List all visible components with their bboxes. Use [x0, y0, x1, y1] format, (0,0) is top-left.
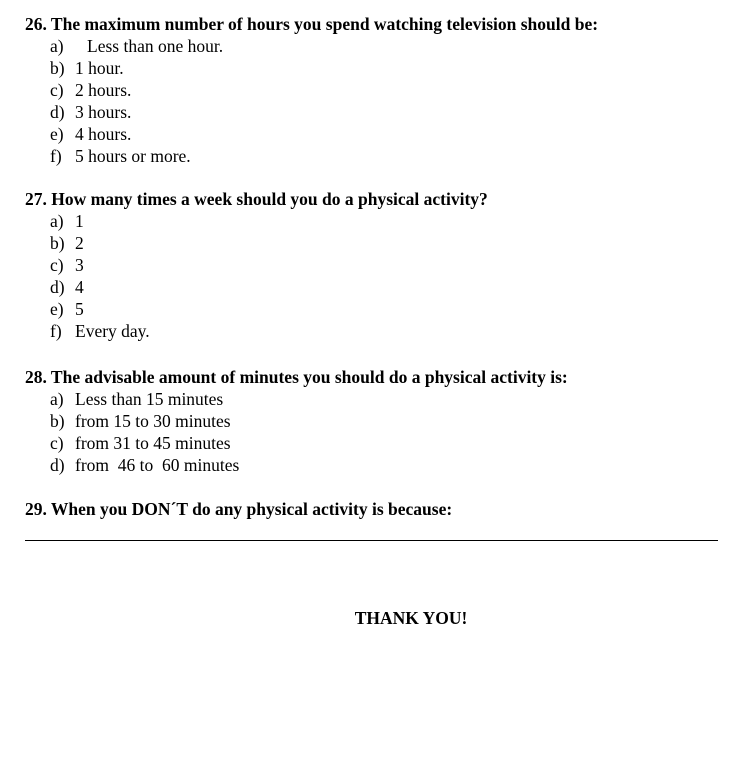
- option-letter: f): [50, 321, 62, 341]
- option-28-b[interactable]: [25, 410, 725, 432]
- option-letter: b): [50, 58, 65, 78]
- option-letter: c): [50, 80, 64, 100]
- option-27-d[interactable]: [25, 276, 725, 298]
- option-text: 3 hours.: [75, 102, 132, 122]
- option-letter: a): [50, 36, 64, 56]
- option-27-c[interactable]: [25, 254, 725, 276]
- option-27-b[interactable]: [25, 232, 725, 254]
- question-29-title: 29. When you DON´T do any physical activity is because:: [25, 499, 453, 519]
- option-26-e[interactable]: [25, 123, 725, 145]
- option-text: from 31 to 45 minutes: [75, 433, 231, 453]
- option-letter: f): [50, 146, 62, 166]
- option-28-c[interactable]: [25, 432, 725, 454]
- question-27-title: 27. How many times a week should you do a physical activity?: [25, 189, 488, 209]
- option-26-b[interactable]: [25, 57, 725, 79]
- question-28-options: [25, 388, 725, 476]
- question-26-options: [25, 35, 725, 167]
- option-27-e[interactable]: [25, 298, 725, 320]
- option-26-c[interactable]: [25, 79, 725, 101]
- option-text: 1: [75, 211, 84, 231]
- option-text: 3: [75, 255, 84, 275]
- option-text: Less than 15 minutes: [75, 389, 224, 409]
- option-text: 1 hour.: [75, 58, 124, 78]
- question-27-options: [25, 210, 725, 342]
- option-letter: c): [50, 255, 64, 275]
- option-text: Less than one hour.: [87, 36, 224, 56]
- option-text: 2 hours.: [75, 80, 132, 100]
- option-letter: a): [50, 389, 64, 409]
- option-letter: c): [50, 433, 64, 453]
- option-letter: e): [50, 299, 64, 319]
- option-28-d[interactable]: [25, 454, 725, 476]
- question-29: [25, 498, 725, 520]
- option-26-a[interactable]: [25, 35, 725, 57]
- option-letter: d): [50, 277, 65, 297]
- option-text: 5 hours or more.: [75, 146, 191, 166]
- option-27-f[interactable]: [25, 320, 725, 342]
- option-letter: a): [50, 211, 64, 231]
- option-text: 4 hours.: [75, 124, 132, 144]
- question-27: [25, 188, 725, 342]
- option-letter: e): [50, 124, 64, 144]
- question-28-title: 28. The advisable amount of minutes you should do a physical activity is:: [25, 367, 568, 387]
- option-letter: b): [50, 233, 65, 253]
- question-26-title: 26. The maximum number of hours you spend watching television should be:: [25, 14, 599, 34]
- option-text: 5: [75, 299, 84, 319]
- option-text: from 15 to 30 minutes: [75, 411, 231, 431]
- thank-you-text: THANK YOU!: [354, 608, 468, 628]
- option-28-a[interactable]: [25, 388, 725, 410]
- option-text: Every day.: [75, 321, 150, 341]
- option-letter: d): [50, 455, 65, 475]
- answer-line[interactable]: [25, 540, 718, 541]
- option-letter: b): [50, 411, 65, 431]
- question-26: [25, 13, 725, 167]
- question-28: [25, 366, 725, 476]
- option-text: 2: [75, 233, 84, 253]
- option-text: from 46 to 60 minutes: [75, 455, 240, 475]
- option-27-a[interactable]: [25, 210, 725, 232]
- option-26-d[interactable]: [25, 101, 725, 123]
- option-26-f[interactable]: [25, 145, 725, 167]
- option-letter: d): [50, 102, 65, 122]
- option-text: 4: [75, 277, 84, 297]
